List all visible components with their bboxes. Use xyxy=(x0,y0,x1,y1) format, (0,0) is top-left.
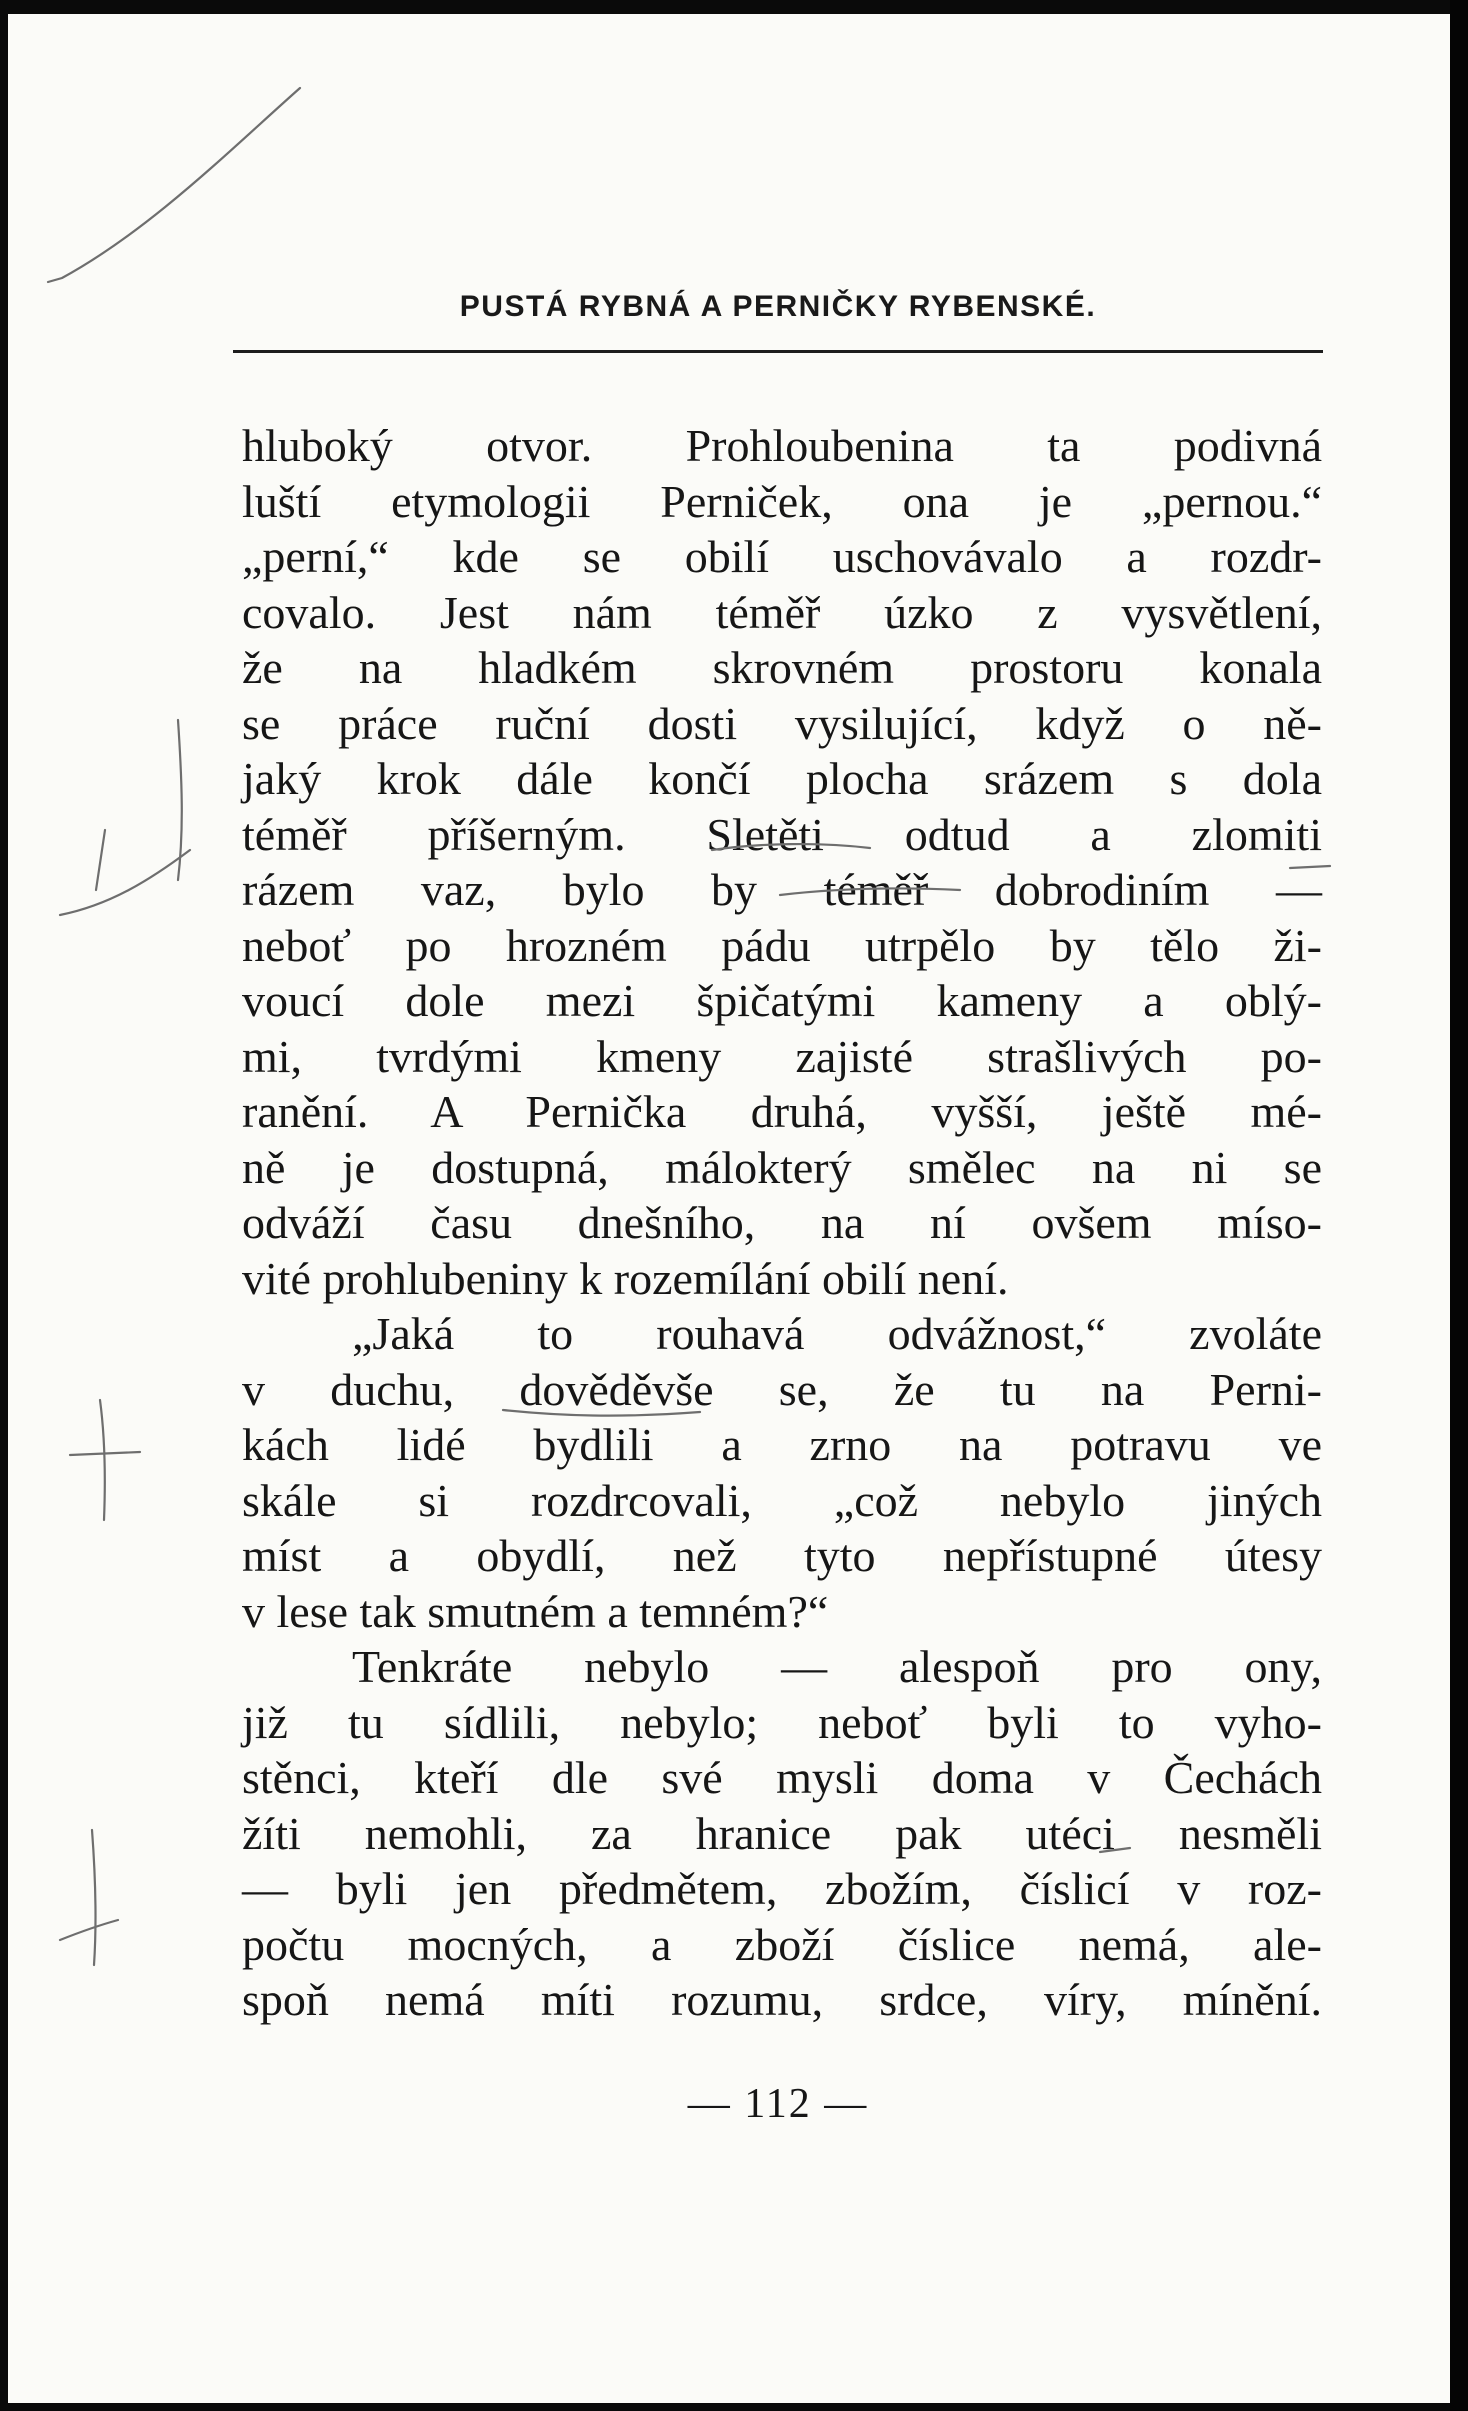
text-line: hluboký otvor. Prohloubenina ta podivná xyxy=(242,420,1322,471)
text-line: neboť po hrozném pádu utrpělo by tělo ži- xyxy=(242,919,1322,971)
text-line: téměř příšerným. Sletěti odtud a zlomiti xyxy=(242,808,1322,860)
text-line: se práce ruční dosti vysilující, když o ně- xyxy=(242,697,1322,749)
scan-edge xyxy=(1450,0,1468,2411)
text-line: luští etymologii Perniček, ona je „pernou.“ xyxy=(242,475,1322,527)
text-line: mi, tvrdými kmeny zajisté strašlivých po- xyxy=(242,1030,1322,1082)
text-line: že na hladkém skrovném prostoru konala xyxy=(242,642,1322,693)
text-line: počtu mocných, a zboží číslice nemá, ale- xyxy=(242,1918,1322,1970)
body-text xyxy=(242,418,1322,2028)
text-line: míst a obydlí, než tyto nepřístupné útesy xyxy=(242,1530,1322,1581)
text-line: ně je dostupná, málokterý smělec na ni se xyxy=(242,1141,1322,1193)
text-line: „perní,“ kde se obilí uschovávalo a rozdr- xyxy=(242,531,1322,582)
text-line: rázem vaz, bylo by téměř dobrodiním — xyxy=(242,864,1322,915)
text-line: žíti nemohli, za hranice pak utéci nesměli xyxy=(242,1807,1322,1859)
text-line: vité prohlubeniny k rozemílání obilí není. xyxy=(242,1252,1009,1304)
page-number: — 112 — xyxy=(687,2081,869,2127)
text-line: v lese tak smutném a temném?“ xyxy=(242,1585,829,1637)
text-line: skále si rozdrcovali, „což nebylo jiných xyxy=(242,1474,1322,1526)
text-line: kách lidé bydlili a zrno na potravu ve xyxy=(242,1419,1322,1470)
text-line: v duchu, dověděvše se, že tu na Perni- xyxy=(242,1363,1322,1415)
text-line: Tenkráte nebylo — alespoň pro ony, xyxy=(352,1641,1322,1692)
text-line: spoň nemá míti rozumu, srdce, víry, mínění. xyxy=(242,1974,1322,2025)
header-rule xyxy=(233,350,1323,353)
text-line: odváží času dnešního, na ní ovšem míso- xyxy=(242,1197,1322,1248)
text-line: voucí dole mezi špičatými kameny a oblý- xyxy=(242,975,1322,1026)
text-line: již tu sídlili, nebylo; neboť byli to vyho- xyxy=(242,1696,1322,1748)
text-line: „Jaká to rouhavá odvážnost,“ zvoláte xyxy=(352,1308,1322,1359)
text-line: jaký krok dále končí plocha srázem s dola xyxy=(242,753,1322,804)
running-header: PUSTÁ RYBNÁ A PERNIČKY RYBENSKÉ. xyxy=(459,290,1097,323)
text-line: covalo. Jest nám téměř úzko z vysvětlení, xyxy=(242,586,1322,638)
text-line: ranění. A Pernička druhá, vyšší, ještě mé- xyxy=(242,1086,1322,1137)
text-line: — byli jen předmětem, zbožím, číslicí v roz- xyxy=(242,1863,1322,1914)
text-line: stěnci, kteří dle své mysli doma v Čechách xyxy=(242,1752,1322,1803)
